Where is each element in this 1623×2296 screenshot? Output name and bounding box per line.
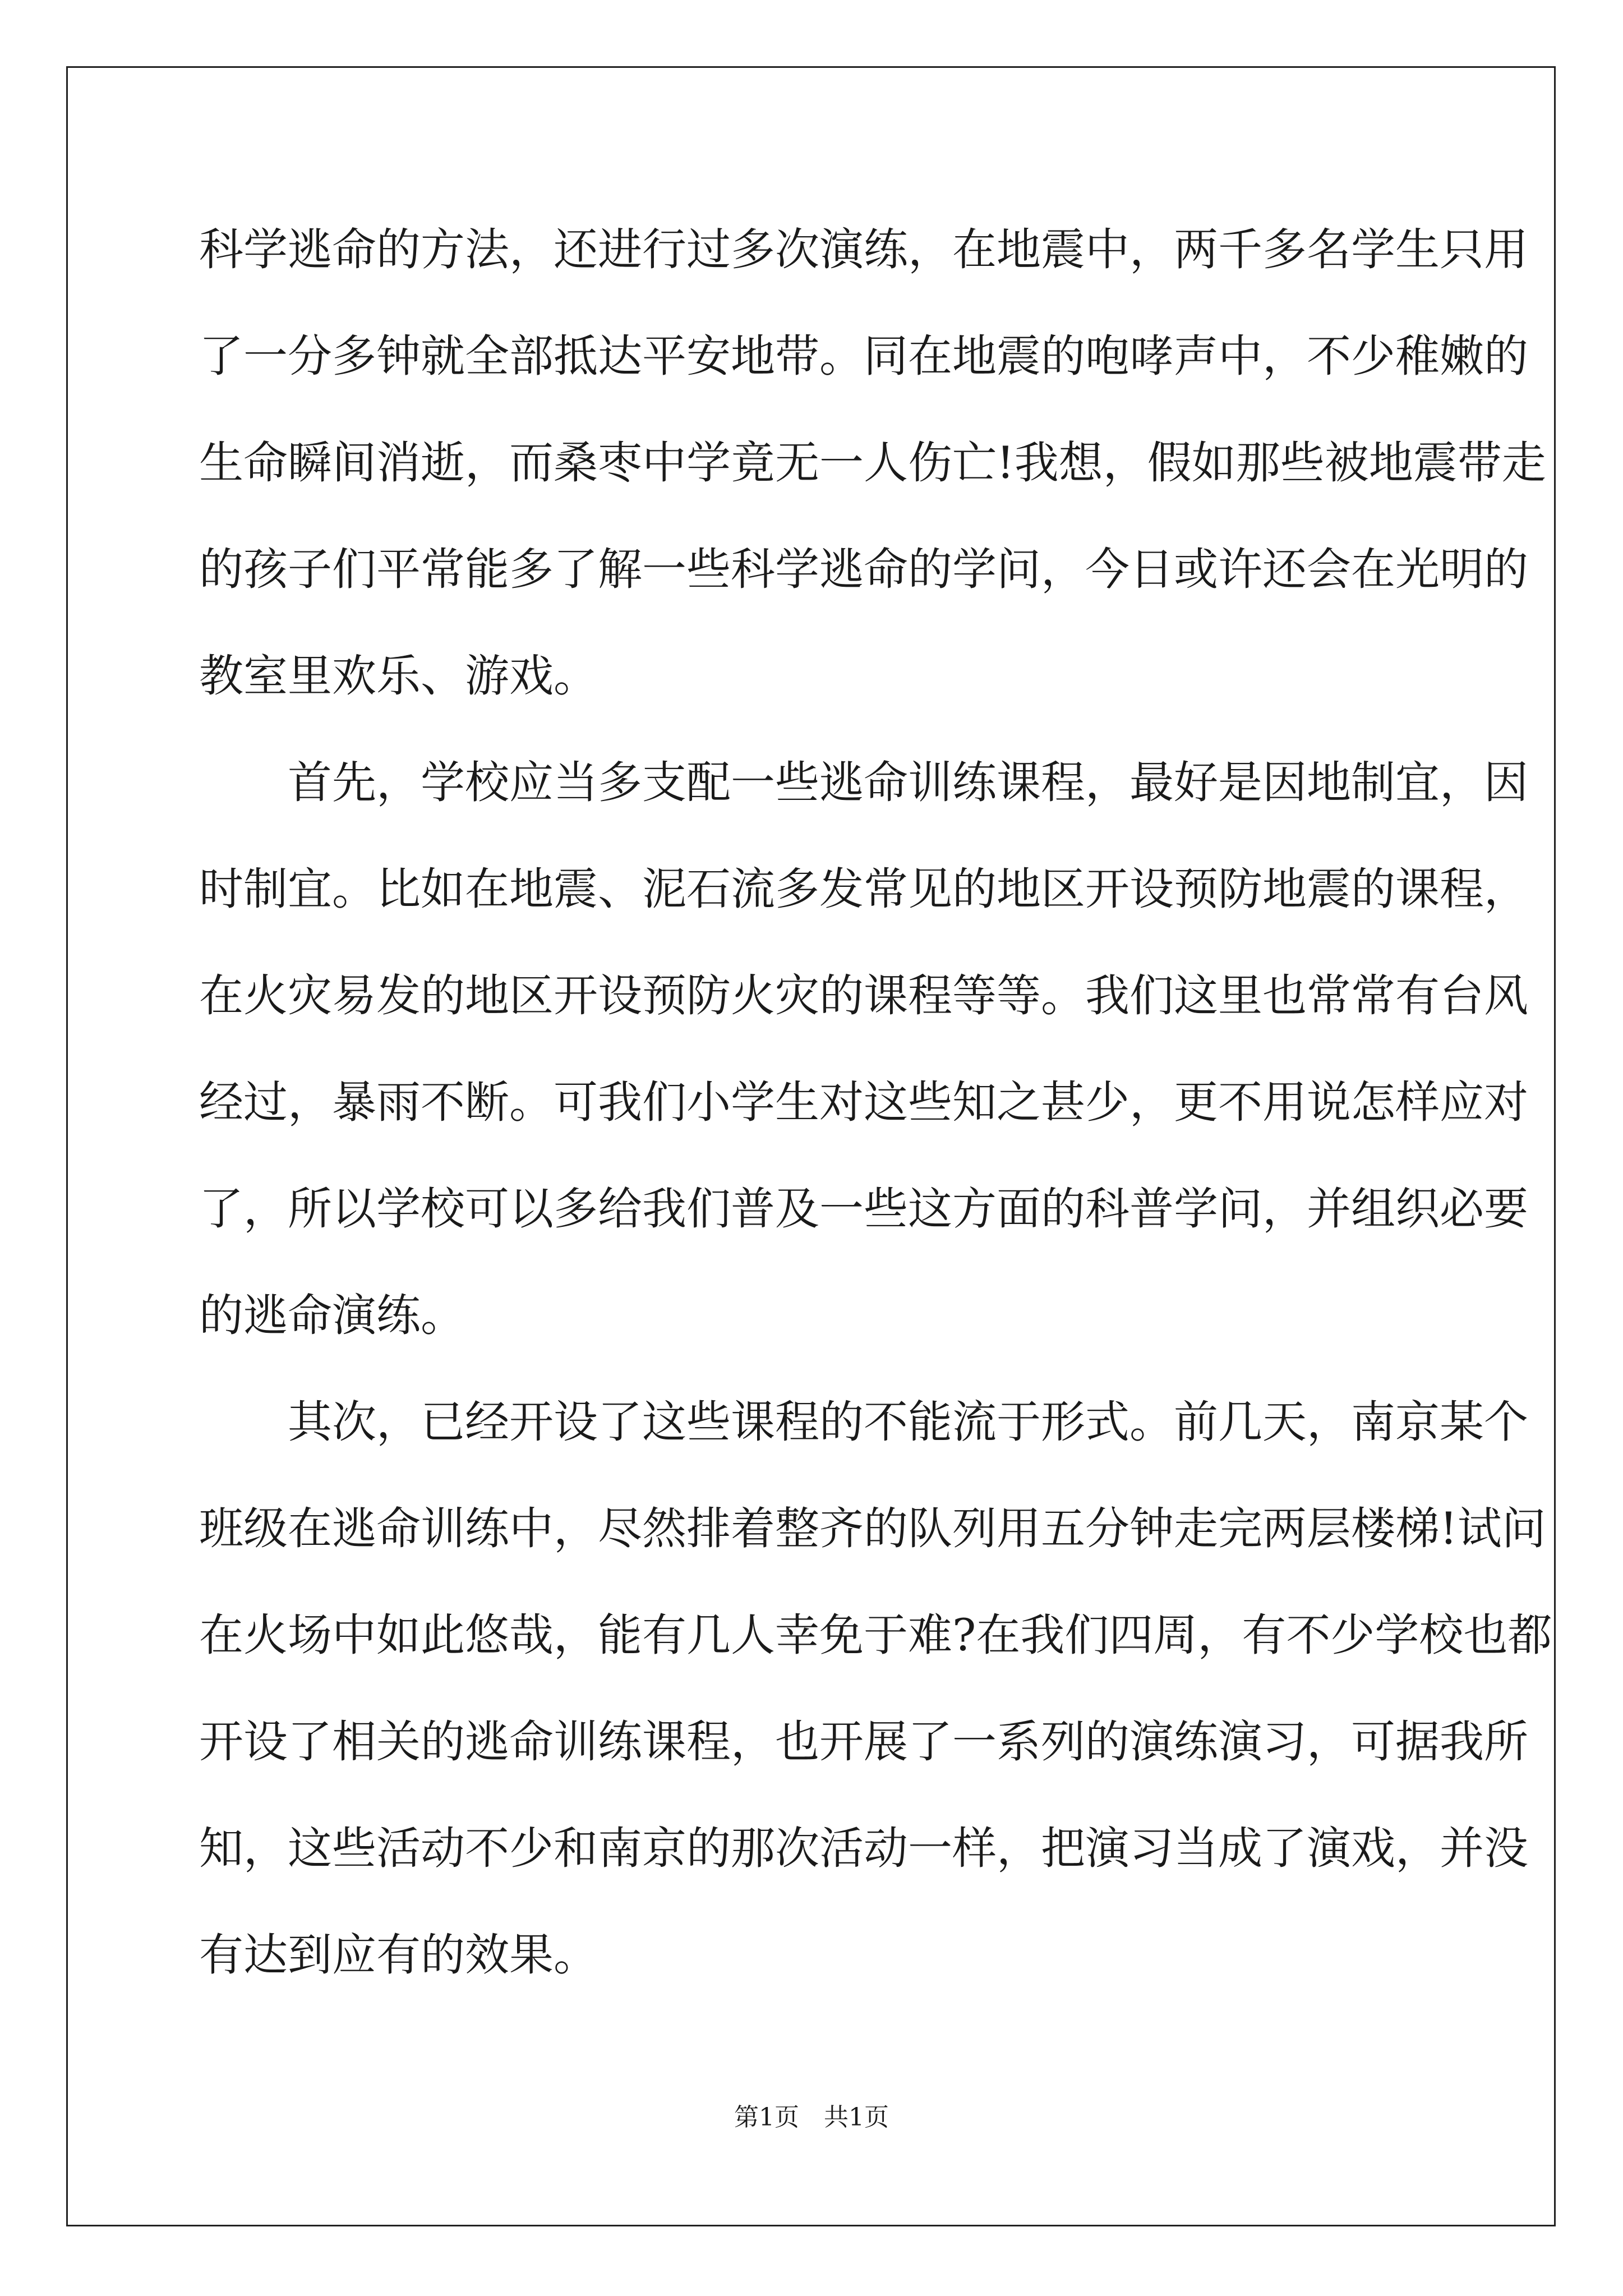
text-line: 的逃命演练。 [199,1290,465,1341]
text-line: 首先，学校应当多支配一些逃命训练课程，最好是因地制宜，因 [288,757,1528,808]
text-line: 在火灾易发的地区开设预防火灾的课程等等。我们这里也常常有台风 [199,970,1528,1022]
text-line: 生命瞬间消逝，而桑枣中学竟无一人伤亡!我想，假如那些被地震带走 [199,437,1546,489]
text-line: 有达到应有的效果。 [199,1929,598,1981]
paragraph [199,729,1528,1369]
text-line: 班级在逃命训练中，尽然排着整齐的队列用五分钟走完两层楼梯!试问 [199,1503,1546,1554]
text-line: 在火场中如此悠哉，能有几人幸免于难?在我们四周，有不少学校也都 [199,1609,1552,1661]
page-number-footer: 第1页 共1页 [734,2103,889,2132]
text-line: 科学逃命的方法，还进行过多次演练，在地震中，两千多名学生只用 [199,224,1528,275]
text-line: 了一分多钟就全部抵达平安地带。同在地震的咆哮声中，不少稚嫩的 [199,330,1528,382]
text-line: 知，这些活动不少和南京的那次活动一样，把演习当成了演戏，并没 [199,1823,1528,1874]
text-line: 教室里欢乐、游戏。 [199,650,598,702]
text-line: 经过，暴雨不断。可我们小学生对这些知之甚少，更不用说怎样应对 [199,1076,1528,1128]
document-body [199,196,1552,2008]
text-line: 的孩子们平常能多了解一些科学逃命的学问，今日或许还会在光明的 [199,544,1528,595]
text-line: 开设了相关的逃命训练课程，也开展了一系列的演练演习，可据我所 [199,1716,1528,1768]
text-line: 时制宜。比如在地震、泥石流多发常见的地区开设预防地震的课程， [199,863,1528,915]
paragraph [199,1369,1552,2008]
paragraph [199,196,1546,729]
text-line: 其次，已经开设了这些课程的不能流于形式。前几天，南京某个 [288,1396,1528,1448]
text-line: 了，所以学校可以多给我们普及一些这方面的科普学问，并组织必要 [199,1183,1528,1235]
